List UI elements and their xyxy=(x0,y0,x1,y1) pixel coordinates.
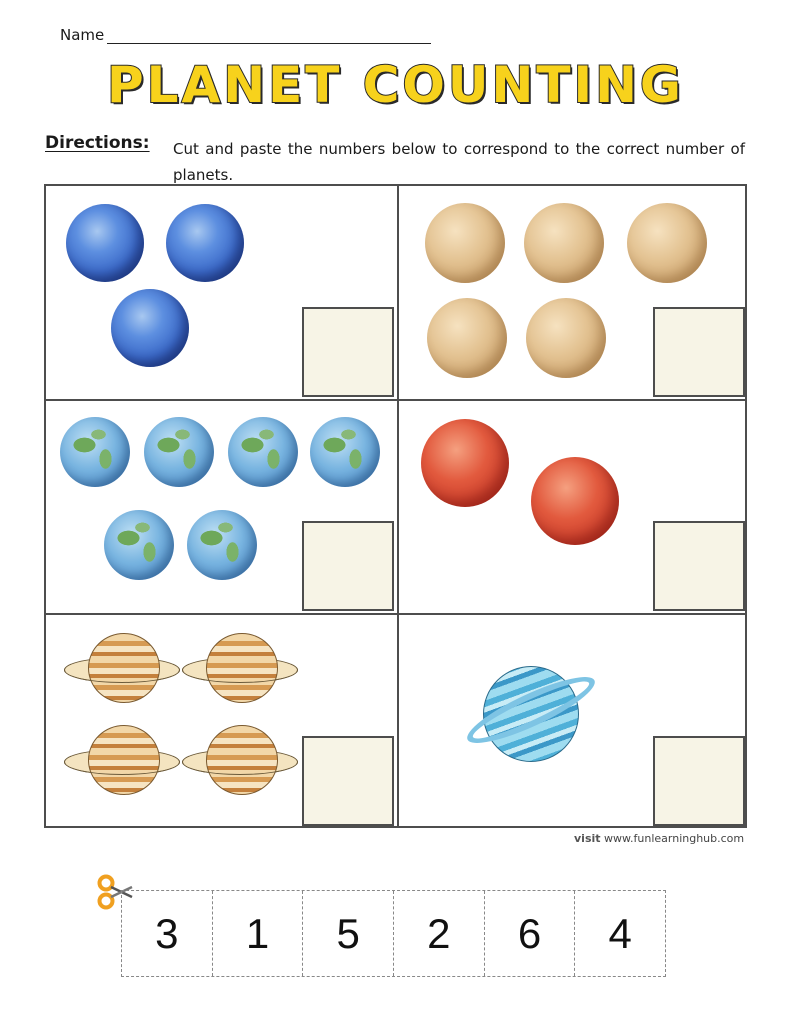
saturn-icon xyxy=(182,725,302,795)
answer-box[interactable] xyxy=(302,521,394,611)
earth-icon xyxy=(187,510,257,580)
cutout-number[interactable]: 4 xyxy=(608,909,632,957)
cutout-number[interactable]: 1 xyxy=(213,891,304,976)
cutout-number[interactable]: 2 xyxy=(394,891,485,976)
cell-mars xyxy=(399,401,747,613)
uranus-icon xyxy=(465,660,605,760)
mars-icon xyxy=(531,457,619,545)
answer-box[interactable] xyxy=(653,521,745,611)
cutout-number-strip xyxy=(121,890,666,977)
answer-box[interactable] xyxy=(653,736,745,826)
cell-uranus xyxy=(399,615,747,826)
saturn-icon xyxy=(182,633,302,703)
saturn-icon xyxy=(64,725,184,795)
venus-icon xyxy=(425,203,505,283)
cell-venus xyxy=(399,186,747,399)
visit-label: visit xyxy=(574,832,601,845)
venus-icon xyxy=(524,203,604,283)
name-field[interactable] xyxy=(107,43,431,44)
venus-icon xyxy=(427,298,507,378)
neptune-icon xyxy=(166,204,244,282)
cutout-number[interactable]: 3 xyxy=(122,891,213,976)
earth-icon xyxy=(228,417,298,487)
website-credit xyxy=(574,832,744,845)
earth-icon xyxy=(104,510,174,580)
earth-icon xyxy=(60,417,130,487)
cutout-number[interactable]: 5 xyxy=(303,891,394,976)
answer-box[interactable] xyxy=(302,307,394,397)
page-title: PLANET COUNTING xyxy=(107,56,684,114)
directions-text: Cut and paste the numbers below to correspond to the correct number of planets. xyxy=(173,140,745,184)
cell-neptune xyxy=(46,186,397,399)
cell-earth xyxy=(46,401,397,613)
planet-grid xyxy=(44,184,747,828)
answer-box[interactable] xyxy=(653,307,745,397)
directions-label: Directions: xyxy=(45,133,150,153)
cutout-number[interactable]: 6 xyxy=(485,891,576,976)
answer-box[interactable] xyxy=(302,736,394,826)
saturn-icon xyxy=(64,633,184,703)
venus-icon xyxy=(526,298,606,378)
mars-icon xyxy=(421,419,509,507)
name-label: Name xyxy=(60,26,105,44)
earth-icon xyxy=(310,417,380,487)
cell-saturn xyxy=(46,615,397,826)
neptune-icon xyxy=(111,289,189,367)
venus-icon xyxy=(627,203,707,283)
earth-icon xyxy=(144,417,214,487)
website-url[interactable]: www.funlearninghub.com xyxy=(604,832,745,845)
neptune-icon xyxy=(66,204,144,282)
